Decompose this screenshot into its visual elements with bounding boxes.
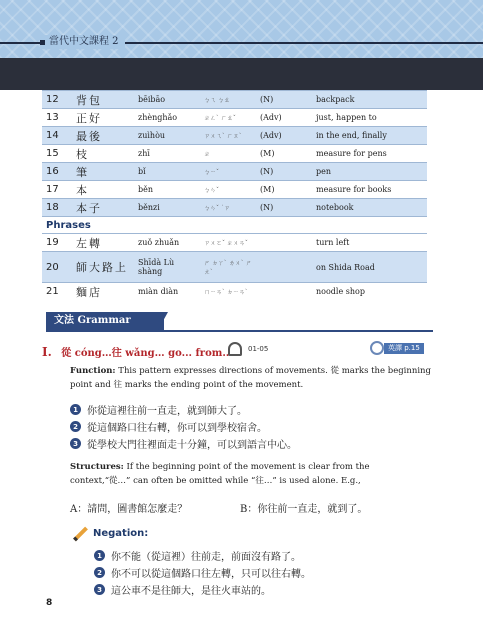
grammar-pattern-heading [42, 344, 233, 359]
magnifier-icon [370, 341, 384, 355]
dialogue-b: B：你往前一直走，就到了。 [240, 504, 368, 515]
vocab-pinyin: zuìhòu [134, 127, 200, 145]
example-item [70, 402, 247, 417]
vocab-row [42, 163, 427, 181]
vocab-pinyin: Shīdà Lù shàng [134, 252, 200, 283]
bullet-square-icon [40, 40, 45, 45]
vocab-english: in the end, finally [312, 127, 427, 145]
vocab-num: 14 [42, 127, 72, 145]
example-number: 2 [70, 421, 81, 432]
vocab-pinyin: zhī [134, 145, 200, 163]
vocab-pos: (N) [256, 199, 312, 217]
vocab-row [42, 91, 427, 109]
phrases-header-row [42, 217, 427, 234]
vocab-pinyin: bǐ [134, 163, 200, 181]
vocab-english: turn left [312, 234, 427, 252]
book-title-badge [40, 35, 125, 49]
vocab-pinyin: běnzi [134, 199, 200, 217]
vocab-row [42, 145, 427, 163]
vocab-pinyin: bēibāo [134, 91, 200, 109]
header-dark-band [0, 58, 483, 90]
vocab-chars: 正好 [72, 109, 134, 127]
example-text: 從學校大門往裡面走十分鐘，可以到語言中心。 [87, 440, 297, 451]
example-item [70, 419, 267, 434]
vocab-pos [256, 283, 312, 301]
vocab-pinyin: miàn diàn [134, 283, 200, 301]
vocab-num: 21 [42, 283, 72, 301]
vocab-english: measure for pens [312, 145, 427, 163]
vocab-english: pen [312, 163, 427, 181]
vocab-num: 15 [42, 145, 72, 163]
translation-reference-label: 英譯 p.15 [384, 343, 424, 354]
vocab-row [42, 234, 427, 252]
example-number: 1 [70, 404, 81, 415]
negation-item [94, 548, 301, 563]
vocab-num: 20 [42, 252, 72, 283]
function-label: Function: [70, 366, 116, 376]
example-text: 你從這裡往前一直走，就到師大了。 [87, 406, 247, 417]
vocab-num: 13 [42, 109, 72, 127]
example-number: 1 [94, 550, 105, 561]
vocab-zhuyin: ㄓㄥˋ ㄏㄠˇ [200, 109, 256, 127]
vocab-row [42, 181, 427, 199]
vocab-chars: 枝 [72, 145, 134, 163]
vocab-chars: 師大路上 [72, 252, 134, 283]
negation-text: 你不能（從這裡）往前走，前面沒有路了。 [111, 552, 301, 563]
vocab-zhuyin: ㄗㄨㄟˋ ㄏㄡˋ [200, 127, 256, 145]
vocab-num: 17 [42, 181, 72, 199]
vocab-num: 12 [42, 91, 72, 109]
vocab-chars: 最後 [72, 127, 134, 145]
grammar-pattern: 從 cóng…往 wǎng… go... from... [61, 348, 233, 359]
vocab-zhuyin: ㄅㄣˇ ˙ㄗ [200, 199, 256, 217]
vocab-zhuyin: ㄅㄧˇ [200, 163, 256, 181]
example-item [70, 436, 297, 451]
negation-text: 你不可以從這個路口往左轉，只可以往右轉。 [111, 569, 311, 580]
translation-reference[interactable] [370, 341, 430, 355]
vocab-english: on Shida Road [312, 252, 427, 283]
function-paragraph [70, 364, 432, 392]
vocab-pinyin: zuǒ zhuǎn [134, 234, 200, 252]
example-number: 3 [94, 584, 105, 595]
negation-item [94, 565, 311, 580]
vocab-pos: (Adv) [256, 109, 312, 127]
grammar-roman-numeral: I. [42, 345, 52, 359]
vocab-pos: (M) [256, 181, 312, 199]
vocab-chars: 本 [72, 181, 134, 199]
vocab-num: 18 [42, 199, 72, 217]
vocab-row [42, 127, 427, 145]
vocab-zhuyin: ㄅㄣˇ [200, 181, 256, 199]
vocab-pos: (Adv) [256, 127, 312, 145]
vocab-chars: 左轉 [72, 234, 134, 252]
audio-track-code: 01-05 [248, 345, 269, 353]
grammar-title-tail [158, 312, 168, 330]
vocab-english: noodle shop [312, 283, 427, 301]
negation-text: 這公車不是往師大，是往火車站的。 [111, 586, 271, 597]
vocab-zhuyin: ㄗㄨㄛˇ ㄓㄨㄢˇ [200, 234, 256, 252]
function-text: This pattern expresses directions of movements. 從 marks the beginning point and 往 marks the ending point of the movement. [70, 366, 431, 390]
vocab-english: measure for books [312, 181, 427, 199]
headphones-icon[interactable] [228, 342, 242, 356]
pencil-icon [73, 526, 88, 541]
page-number: 8 [46, 598, 53, 608]
header-banner [0, 0, 483, 58]
structures-text: If the beginning point of the movement is clear from the context,“從…” can often be omitted while “往…” is used alone. E.g., [70, 462, 370, 486]
vocab-pos [256, 234, 312, 252]
negation-label: Negation: [93, 528, 149, 539]
example-text: 從這個路口往右轉，你可以到學校宿舍。 [87, 423, 267, 434]
phrases-label: Phrases [42, 217, 427, 234]
vocab-row [42, 109, 427, 127]
vocab-pos: (N) [256, 91, 312, 109]
vocab-pinyin: běn [134, 181, 200, 199]
vocab-num: 16 [42, 163, 72, 181]
dialogue-a: A：請問，圖書館怎麼走？ [70, 504, 188, 515]
vocab-english: backpack [312, 91, 427, 109]
vocab-row [42, 283, 427, 301]
vocab-table [42, 90, 427, 300]
vocab-zhuyin: ㄕ ㄉㄚˋ ㄌㄨˋ ㄕㄤˋ [200, 252, 256, 283]
vocab-pos: (N) [256, 163, 312, 181]
book-title: 當代中文課程 2 [49, 36, 119, 47]
vocab-pinyin: zhènghǎo [134, 109, 200, 127]
grammar-title-rule [46, 330, 433, 332]
negation-heading [72, 528, 148, 539]
vocab-zhuyin: ㄇㄧㄢˋ ㄉㄧㄢˋ [200, 283, 256, 301]
grammar-section-title: 文法 Grammar [46, 312, 164, 330]
vocab-zhuyin: ㄅㄟ ㄅㄠ [200, 91, 256, 109]
structures-label: Structures: [70, 462, 124, 472]
vocab-zhuyin: ㄓ [200, 145, 256, 163]
vocab-row [42, 252, 427, 283]
vocab-chars: 本子 [72, 199, 134, 217]
structures-paragraph [70, 460, 432, 488]
example-number: 3 [70, 438, 81, 449]
vocab-chars: 背包 [72, 91, 134, 109]
vocab-num: 19 [42, 234, 72, 252]
vocab-row [42, 199, 427, 217]
vocab-english: notebook [312, 199, 427, 217]
negation-item [94, 582, 271, 597]
vocab-chars: 筆 [72, 163, 134, 181]
vocab-pos [256, 252, 312, 283]
vocab-pos: (M) [256, 145, 312, 163]
vocab-chars: 麵店 [72, 283, 134, 301]
example-number: 2 [94, 567, 105, 578]
vocab-english: just, happen to [312, 109, 427, 127]
